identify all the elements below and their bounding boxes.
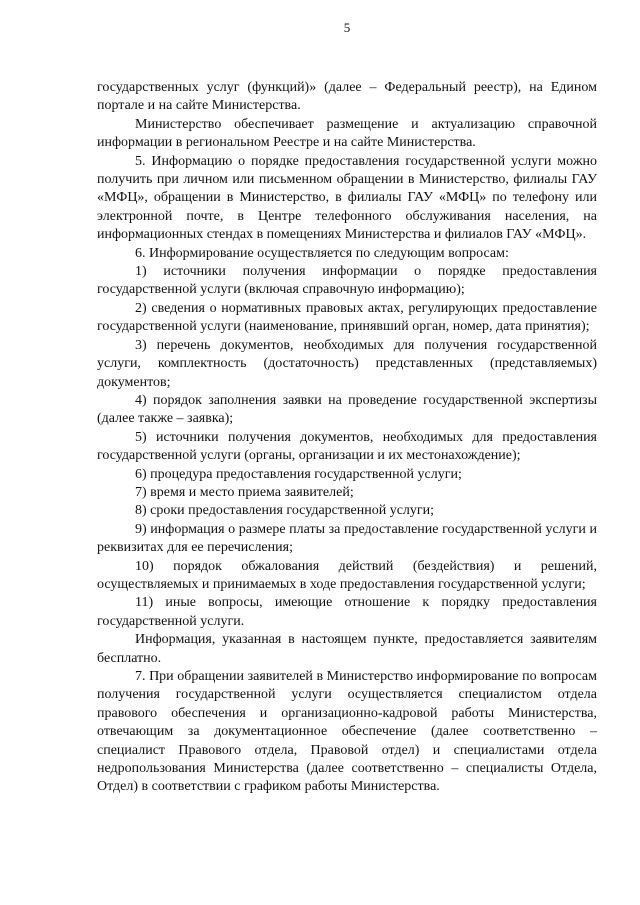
paragraph: 9) информация о размере платы за предоставление государственной услуги и реквизитах для ее перечисления; bbox=[97, 521, 597, 556]
paragraph: 5. Информацию о порядке предоставления государственной услуги можно получить при личном или письменном обращении в Министерство, филиалы ГАУ «МФЦ», обращении в Министерство, в филиалы ГАУ «МФЦ» по телефону или электронной почте, в Центре телефонного обслуживания населения, на информационных стендах в помещениях Министерства и филиалов ГАУ «МФЦ». bbox=[97, 153, 597, 243]
document-body bbox=[97, 79, 597, 797]
paragraph: 4) порядок заполнения заявки на проведение государственной экспертизы (далее также – заявка); bbox=[97, 392, 597, 427]
paragraph: 5) источники получения документов, необходимых для предоставления государственной услуги (органы, организации и их местонахождение); bbox=[97, 429, 597, 464]
paragraph: 11) иные вопросы, имеющие отношение к порядку предоставления государственной услуги. bbox=[97, 595, 597, 629]
paragraph: 1) источники получения информации о порядке предоставления государственной услуги (включая справочную информацию); bbox=[97, 264, 597, 298]
paragraph: 3) перечень документов, необходимых для получения государственной услуги, комплектность (достаточность) представленных (представляемых) документов; bbox=[97, 337, 597, 390]
paragraph: 7. При обращении заявителей в Министерство информирование по вопросам получения государственной услуги осуществляется специалистом отдела правового обеспечения и организационно-кадровой работы Министерства, отвечающим за документационное обеспечение (далее соответственно – специалист Правового отдела, Правовой отдел) и специалистами отдела недропользования Министерства (далее соответственно – специалисты Отдела, Отдел) в соответствии с графиком работы Министерства. bbox=[97, 669, 597, 795]
document-page bbox=[97, 20, 597, 797]
paragraph: 8) сроки предоставления государственной услуги; bbox=[135, 503, 435, 519]
paragraph: 2) сведения о нормативных правовых актах, регулирующих предоставление государственной услуги (наименование, принявший орган, номер, дата принятия); bbox=[97, 300, 597, 335]
paragraph: 6. Информирование осуществляется по следующим вопросам: bbox=[135, 245, 509, 261]
paragraph: 10) порядок обжалования действий (бездействия) и решений, осуществляемых и принимаемых в ходе предоставления государственной услуги; bbox=[97, 558, 597, 592]
paragraph: 6) процедура предоставления государственной услуги; bbox=[135, 466, 462, 482]
paragraph: 7) время и место приема заявителей; bbox=[135, 484, 354, 500]
paragraph: Министерство обеспечивает размещение и актуализацию справочной информации в региональном Реестре и на сайте Министерства. bbox=[97, 116, 597, 151]
page-number: 5 bbox=[343, 20, 351, 35]
paragraph: Информация, указанная в настоящем пункте, предоставляется заявителям бесплатно. bbox=[97, 632, 597, 666]
paragraph: государственных услуг (функций)» (далее – Федеральный реестр), на Едином портале и на сайте Министерства. bbox=[97, 80, 597, 114]
